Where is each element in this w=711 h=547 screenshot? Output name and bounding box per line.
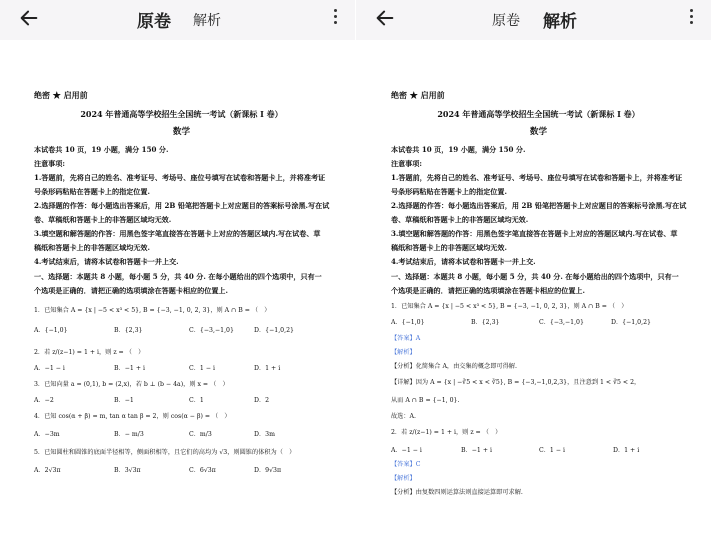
left-back-button[interactable] xyxy=(18,7,44,31)
notes-title: 注意事项: xyxy=(34,159,65,168)
section1b: 个选项是正确的．请把正确的选项填涂在答题卡相应的位置上. xyxy=(391,286,585,295)
q2-option-d: D．1 + i xyxy=(613,447,640,454)
exam-info: 本试卷共 10 页，19 小题，满分 150 分. xyxy=(391,145,526,154)
question-1: 1．已知集合 A = {x | −5 < x³ < 5}, B = {−3, −1, 0, 2, 3}，则 A ∩ B = （ ） xyxy=(391,303,628,310)
secret-label: 绝密 ★ 启用前 xyxy=(34,90,88,100)
q4-option-c: C．m/3 xyxy=(189,431,212,438)
q4-option-b: B．− m/3 xyxy=(114,431,144,438)
q2-option-d: D．1 + i xyxy=(254,365,281,372)
question-5: 5．已知圆柱和圆锥的底面半径相等，侧面积相等，且它们的高均为 √3，则圆锥的体积为（ ） xyxy=(34,449,296,456)
note-2b: 卷、草稿纸和答题卡上的非答题区域均无效. xyxy=(391,215,529,224)
note-1b: 号条形码粘贴在答题卡上的指定位置. xyxy=(391,187,507,196)
right-tab-original[interactable]: 原卷 xyxy=(492,13,520,29)
q1-option-c: C．{−3,−1,0} xyxy=(189,327,234,334)
note-3a: 3.填空题和解答题的作答：用黑色签字笔直接答在答题卡上对应的答题区域内.写在试卷、草 xyxy=(34,229,321,238)
q1-option-a: A．{−1,0} xyxy=(34,327,68,334)
left-top-bar xyxy=(0,0,355,40)
q5-option-d: D．9√3π xyxy=(254,467,282,474)
arrow-left-icon xyxy=(18,7,40,29)
detail-1: 【详解】因为 A = {x | −∛5 < x < ∛5}, B = {−3,−1,0,2,3}，且注意到 1 < ∛5 < 2， xyxy=(391,379,641,386)
subject-title: 数学 xyxy=(529,127,548,137)
q1-option-b: B．{2,3} xyxy=(114,327,143,334)
right-top-bar xyxy=(356,0,711,40)
note-4: 4.考试结束后，请将本试卷和答题卡一并上交. xyxy=(391,257,536,266)
section1a: 一、选择题：本题共 8 小题，每小题 5 分，共 40 分. 在每小题给出的四个选项中，只有一 xyxy=(34,272,322,281)
left-more-icon[interactable] xyxy=(331,9,339,29)
q2-option-a: A．−1 − i xyxy=(391,447,422,454)
q1-option-d: D．{−1,0,2} xyxy=(254,327,294,334)
left-tab-analysis[interactable]: 解析 xyxy=(193,13,221,29)
choice-1: 故选：A. xyxy=(391,413,416,420)
question-2: 2．若 z/(z−1) = 1 + i，则 z = （ ） xyxy=(34,349,145,356)
conclusion-1: 从而 A ∩ B = {−1, 0}. xyxy=(391,397,460,404)
q3-option-d: D．2 xyxy=(254,397,270,404)
question-1: 1．已知集合 A = {x | −5 < x³ < 5}, B = {−3, −1, 0, 2, 3}，则 A ∩ B = （ ） xyxy=(34,307,271,314)
right-back-button[interactable] xyxy=(374,7,400,31)
analysis-tag-1: 【解析】 xyxy=(391,349,416,356)
note-1a: 1.答题前，先将自己的姓名、准考证号、考场号、座位号填写在试卷和答题卡上，并将准考证 xyxy=(391,173,683,182)
q2-option-b: B．−1 + i xyxy=(114,365,145,372)
arrow-left-icon xyxy=(374,7,396,29)
analysis-summary-2: 【分析】由复数四则运算法则直接运算即可求解. xyxy=(391,489,523,496)
note-2b: 卷、草稿纸和答题卡上的非答题区域均无效. xyxy=(34,215,172,224)
note-4: 4.考试结束后，请将本试卷和答题卡一并上交. xyxy=(34,257,179,266)
notes-title: 注意事项: xyxy=(391,159,422,168)
q2-option-c: C．1 − i xyxy=(189,365,215,372)
q1-option-a: A．{−1,0} xyxy=(391,319,425,326)
q4-option-d: D．3m xyxy=(254,431,275,438)
q2-option-a: A．−1 − i xyxy=(34,365,65,372)
right-tab-analysis[interactable]: 解析 xyxy=(543,12,577,32)
q4-option-a: A．−3m xyxy=(34,431,60,438)
note-3b: 稿纸和答题卡上的非答题区域均无效. xyxy=(34,243,150,252)
left-tab-original[interactable]: 原卷 xyxy=(137,12,171,32)
q2-option-c: C．1 − i xyxy=(539,447,565,454)
note-3a: 3.填空题和解答题的作答：用黑色签字笔直接答在答题卡上对应的答题区域内.写在试卷、草 xyxy=(391,229,678,238)
exam-title: 2024 年普通高等学校招生全国统一考试（新课标 I 卷） xyxy=(437,109,640,119)
question-2: 2．若 z/(z−1) = 1 + i，则 z = （ ） xyxy=(391,429,502,436)
q1-option-b: B．{2,3} xyxy=(471,319,500,326)
section1a: 一、选择题：本题共 8 小题，每小题 5 分，共 40 分. 在每小题给出的四个选项中，只有一 xyxy=(391,272,679,281)
right-pane xyxy=(356,0,711,547)
q1-option-c: C．{−3,−1,0} xyxy=(539,319,584,326)
question-4: 4．已知 cos(α + β) = m, tan α tan β = 2，则 cos(α − β) = （ ） xyxy=(34,413,231,420)
note-1a: 1.答题前，先将自己的姓名、准考证号、考场号、座位号填写在试卷和答题卡上，并将准考证 xyxy=(34,173,326,182)
note-2a: 2.选择题的作答：每小题选出答案后，用 2B 铅笔把答题卡上对应题目的答案标号涂黑.写在试 xyxy=(34,201,330,210)
q2-option-b: B．−1 + i xyxy=(461,447,492,454)
exam-title: 2024 年普通高等学校招生全国统一考试（新课标 I 卷） xyxy=(80,109,283,119)
note-3b: 稿纸和答题卡上的非答题区域均无效. xyxy=(391,243,507,252)
q5-option-a: A．2√3π xyxy=(34,467,61,474)
analysis-summary-1: 【分析】化简集合 A，由交集的概念即可得解. xyxy=(391,363,517,370)
answer-tag-1: 【答案】A xyxy=(391,335,421,342)
right-more-icon[interactable] xyxy=(687,9,695,29)
secret-label: 绝密 ★ 启用前 xyxy=(391,90,445,100)
q3-option-b: B．−1 xyxy=(114,397,134,404)
q3-option-a: A．−2 xyxy=(34,397,54,404)
analysis-tag-2: 【解析】 xyxy=(391,475,416,482)
section1b: 个选项是正确的．请把正确的选项填涂在答题卡相应的位置上. xyxy=(34,286,228,295)
exam-info: 本试卷共 10 页，19 小题，满分 150 分. xyxy=(34,145,169,154)
subject-title: 数学 xyxy=(172,127,191,137)
q5-option-b: B．3√3π xyxy=(114,467,141,474)
note-1b: 号条形码粘贴在答题卡上的指定位置. xyxy=(34,187,150,196)
answer-tag-2: 【答案】C xyxy=(391,461,421,468)
left-pane xyxy=(0,0,355,547)
q5-option-c: C．6√3π xyxy=(189,467,216,474)
note-2a: 2.选择题的作答：每小题选出答案后，用 2B 铅笔把答题卡上对应题目的答案标号涂黑.写在试 xyxy=(391,201,687,210)
question-3: 3．已知向量 a = (0,1), b = (2,x)，若 b ⊥ (b − 4a)，则 x = （ ） xyxy=(34,381,229,388)
q3-option-c: C．1 xyxy=(189,397,204,404)
q1-option-d: D．{−1,0,2} xyxy=(611,319,651,326)
